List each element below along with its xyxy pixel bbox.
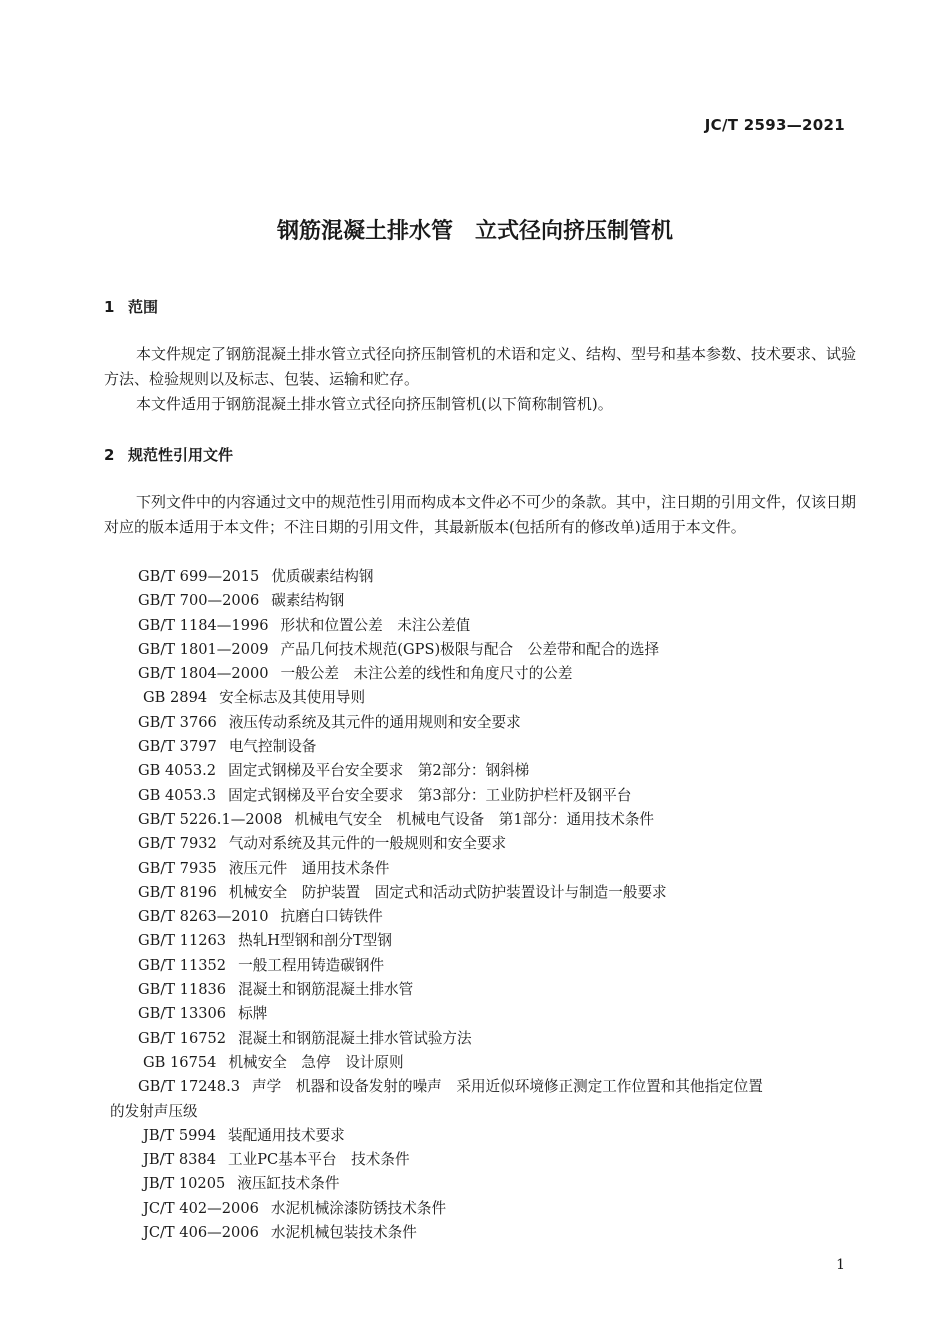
reference-title: 一般工程用铸造碳钢件 (238, 956, 385, 974)
reference-item (0, 614, 858, 638)
reference-title-continuation: 的发射声压级 (110, 1102, 198, 1120)
reference-item (0, 565, 858, 589)
reference-title: 水泥机械涂漆防锈技术条件 (270, 1199, 447, 1217)
reference-title: 工业PC基本平台 技术条件 (228, 1151, 410, 1169)
reference-title: 电气控制设备 (228, 738, 317, 756)
reference-title: 安全标志及其使用导则 (219, 689, 366, 707)
reference-title: 优质碳素结构钢 (271, 568, 374, 585)
section-title: 规范性引用文件 (128, 446, 234, 464)
reference-code: GB 4053.3 (138, 786, 217, 804)
reference-title: 机械安全 急停 设计原则 (228, 1053, 404, 1071)
reference-code: GB/T 3766 (138, 713, 217, 731)
reference-item (0, 1148, 863, 1172)
reference-code: GB/T 16752 (138, 1029, 227, 1047)
reference-code: GB/T 8263—2010 (138, 908, 269, 926)
reference-title: 水泥机械包装技术条件 (270, 1224, 417, 1242)
reference-title: 抗磨白口铸铁件 (280, 908, 383, 926)
section-title: 范围 (128, 298, 159, 316)
page-number: 1 (836, 1257, 845, 1273)
reference-item (0, 1221, 863, 1245)
reference-title: 混凝土和钢筋混凝土排水管 (238, 981, 414, 999)
reference-code: GB/T 1801—2009 (138, 640, 269, 658)
reference-item (0, 589, 858, 613)
scope-paragraph-2: 本文件适用于钢筋混凝土排水管立式径向挤压制管机(以下简称制管机)。 (136, 395, 613, 413)
reference-code: GB 16754 (143, 1053, 217, 1071)
reference-item (0, 711, 858, 735)
reference-item (0, 881, 858, 905)
reference-title: 声学 机器和设备发射的噪声 采用近似环境修正测定工作位置和其他指定位置 (252, 1078, 763, 1096)
reference-title: 碳素结构钢 (271, 592, 345, 610)
reference-item (0, 1051, 863, 1075)
reference-title: 液压传动系统及其元件的通用规则和安全要求 (228, 713, 521, 731)
reference-item (0, 1027, 858, 1051)
reference-code: JB/T 5994 (143, 1126, 217, 1144)
reference-title: 装配通用技术要求 (228, 1126, 345, 1144)
reference-code: JC/T 406—2006 (143, 1224, 259, 1242)
reference-code: GB/T 699—2015 (138, 568, 260, 585)
reference-list (0, 565, 950, 1245)
reference-item (0, 1075, 858, 1124)
reference-item (0, 954, 858, 978)
reference-title: 形状和位置公差 未注公差值 (280, 616, 471, 634)
reference-item (0, 759, 858, 783)
section-1-heading (104, 296, 158, 317)
section-2-heading (104, 444, 233, 465)
reference-title: 热轧H型钢和剖分T型钢 (238, 932, 392, 950)
reference-item (0, 905, 858, 929)
reference-code: GB/T 7935 (138, 859, 217, 877)
reference-code: GB/T 1184—1996 (138, 616, 269, 634)
reference-title: 气动对系统及其元件的一般规则和安全要求 (228, 835, 507, 853)
reference-code: GB/T 13306 (138, 1005, 227, 1023)
reference-title: 混凝土和钢筋混凝土排水管试验方法 (238, 1029, 472, 1047)
standard-code: JC/T 2593—2021 (704, 116, 845, 134)
reference-item (0, 929, 858, 953)
reference-title: 机械安全 防护装置 固定式和活动式防护装置设计与制造一般要求 (228, 883, 667, 901)
reference-item (0, 1172, 863, 1196)
reference-code: JB/T 10205 (143, 1175, 226, 1193)
reference-code: GB/T 11836 (138, 981, 227, 999)
reference-code: GB/T 7932 (138, 835, 217, 853)
reference-code: GB/T 1804—2000 (138, 665, 269, 683)
reference-code: JC/T 402—2006 (143, 1199, 259, 1217)
reference-code: GB 2894 (143, 689, 208, 707)
reference-title: 固定式钢梯及平台安全要求 第3部分：工业防护栏杆及钢平台 (228, 786, 632, 804)
reference-item (0, 832, 858, 856)
reference-title: 液压元件 通用技术条件 (228, 859, 390, 877)
reference-item (0, 638, 858, 662)
reference-title: 液压缸技术条件 (237, 1175, 340, 1193)
reference-item (0, 686, 863, 710)
section-number: 2 (104, 446, 115, 464)
scope-paragraph-1: 本文件规定了钢筋混凝土排水管立式径向挤压制管机的术语和定义、结构、型号和基本参数、技术要求、试验方法、检验规则以及标志、包装、运输和贮存。 (104, 345, 857, 388)
reference-item (0, 735, 858, 759)
reference-title: 产品几何技术规范(GPS)极限与配合 公差带和配合的选择 (280, 640, 660, 658)
reference-item (0, 857, 858, 881)
section-number: 1 (104, 298, 115, 316)
reference-item (0, 784, 858, 808)
reference-code: GB/T 8196 (138, 883, 217, 901)
reference-item (0, 808, 858, 832)
reference-title: 机械电气安全 机械电气设备 第1部分：通用技术条件 (294, 810, 655, 828)
reference-code: GB/T 17248.3 (138, 1078, 241, 1096)
reference-item (0, 978, 858, 1002)
normative-references-intro: 下列文件中的内容通过文中的规范性引用而构成本文件必不可少的条款。其中，注日期的引用文件，仅该日期对应的版本适用于本文件；不注日期的引用文件，其最新版本(包括所有的修改单)适用于本文件。 (104, 493, 857, 536)
document-title: 钢筋混凝土排水管 立式径向挤压制管机 (276, 219, 673, 244)
reference-code: GB 4053.2 (138, 762, 217, 780)
reference-item (0, 662, 858, 686)
reference-title: 一般公差 未注公差的线性和角度尺寸的公差 (280, 665, 573, 683)
reference-code: GB/T 700—2006 (138, 592, 260, 610)
reference-item (0, 1124, 863, 1148)
reference-code: GB/T 11263 (138, 932, 227, 950)
reference-code: GB/T 5226.1—2008 (138, 810, 283, 828)
reference-title: 固定式钢梯及平台安全要求 第2部分：钢斜梯 (228, 762, 530, 780)
reference-code: JB/T 8384 (143, 1151, 217, 1169)
reference-title: 标牌 (238, 1005, 268, 1023)
reference-item (0, 1002, 858, 1026)
reference-code: GB/T 11352 (138, 956, 227, 974)
reference-code: GB/T 3797 (138, 738, 217, 756)
reference-item (0, 1197, 863, 1221)
